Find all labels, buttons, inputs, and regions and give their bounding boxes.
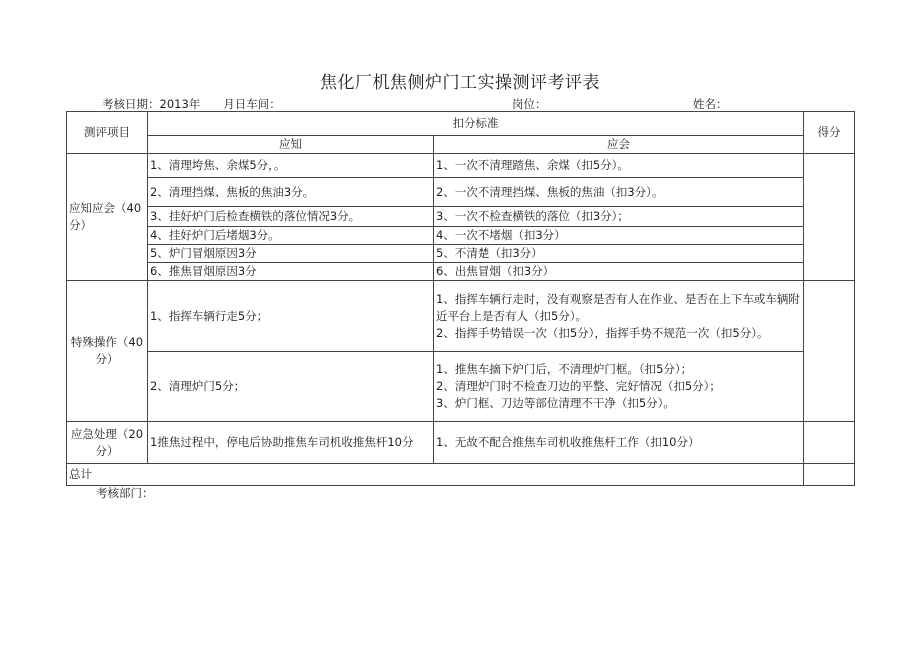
- can-line: 2、清理炉门时不检查刀边的平整、完好情况（扣5分）；: [436, 379, 721, 393]
- know-cell: 5、炉门冒烟原因3分: [148, 245, 434, 263]
- can-line: 2、指挥手势错误一次（扣5分），指挥手势不规范一次（扣5分）。: [436, 325, 769, 340]
- evaluation-table: [66, 111, 855, 486]
- can-cell: 3、一次不检查横铁的落位（扣3分）；: [434, 207, 804, 227]
- document-title: 焦化厂机焦侧炉门工实操测评考评表: [320, 73, 600, 93]
- exam-date-field: 考核日期：2013年 月日车间：: [102, 97, 281, 111]
- know-cell: 6、推焦冒烟原因3分: [148, 263, 434, 281]
- know-cell: 1、清理垮焦、余煤5分，。: [148, 154, 434, 178]
- header-criteria: 扣分标准: [148, 112, 804, 136]
- score-cell-total[interactable]: [804, 464, 855, 486]
- category-knowledge: 应知应会（40分）: [67, 154, 148, 281]
- exam-department: 考核部门：: [96, 486, 154, 500]
- know-cell: 4、挂好炉门后堵烟3分。: [148, 227, 434, 245]
- can-line: 1、指挥车辆行走时，没有观察是否有人在作业、是否在上下车或车辆附近平台上是否有人（扣5分）。: [436, 291, 800, 323]
- score-cell-special[interactable]: [804, 281, 855, 422]
- score-cell-emergency[interactable]: [804, 422, 855, 464]
- can-cell: [434, 352, 804, 422]
- know-cell: 2、清理挡煤、焦板的焦油3分。: [148, 178, 434, 207]
- can-cell: 4、一次不堵烟（扣3分）: [434, 227, 804, 245]
- header-score: 得分: [804, 112, 855, 154]
- know-cell: 1、指挥车辆行走5分；: [148, 281, 434, 352]
- total-label: 总计: [67, 464, 804, 486]
- can-cell: 1、无故不配合推焦车司机收推焦杆工作（扣10分）: [434, 422, 804, 464]
- category-special-operation: 特殊操作（40分）: [67, 281, 148, 422]
- know-cell: 1推焦过程中，停电后协助推焦车司机收推焦杆10分: [148, 422, 434, 464]
- header-item: 测评项目: [67, 112, 148, 154]
- can-cell: 6、出焦冒烟（扣3分）: [434, 263, 804, 281]
- can-cell: 1、一次不清理踏焦、余煤（扣5分）。: [434, 154, 804, 178]
- can-line: 3、炉门框、刀边等部位清理不干净（扣5分）。: [436, 396, 675, 410]
- name-field: 姓名：: [693, 97, 728, 111]
- header-can: 应会: [434, 136, 804, 154]
- category-emergency: 应急处理（20分）: [67, 422, 148, 464]
- know-cell: 3、挂好炉门后检查横铁的落位情况3分。: [148, 207, 434, 227]
- know-cell: 2、清理炉门5分；: [148, 352, 434, 422]
- can-cell: [434, 281, 804, 352]
- score-cell-knowledge[interactable]: [804, 154, 855, 281]
- can-cell: 5、不清楚（扣3分）: [434, 245, 804, 263]
- can-cell: 2、一次不清理挡煤、焦板的焦油（扣3分）。: [434, 178, 804, 207]
- can-line: 1、推焦车摘下炉门后，不清理炉门框。（扣5分）；: [436, 362, 693, 376]
- header-know: 应知: [148, 136, 434, 154]
- position-field: 岗位：: [512, 97, 547, 111]
